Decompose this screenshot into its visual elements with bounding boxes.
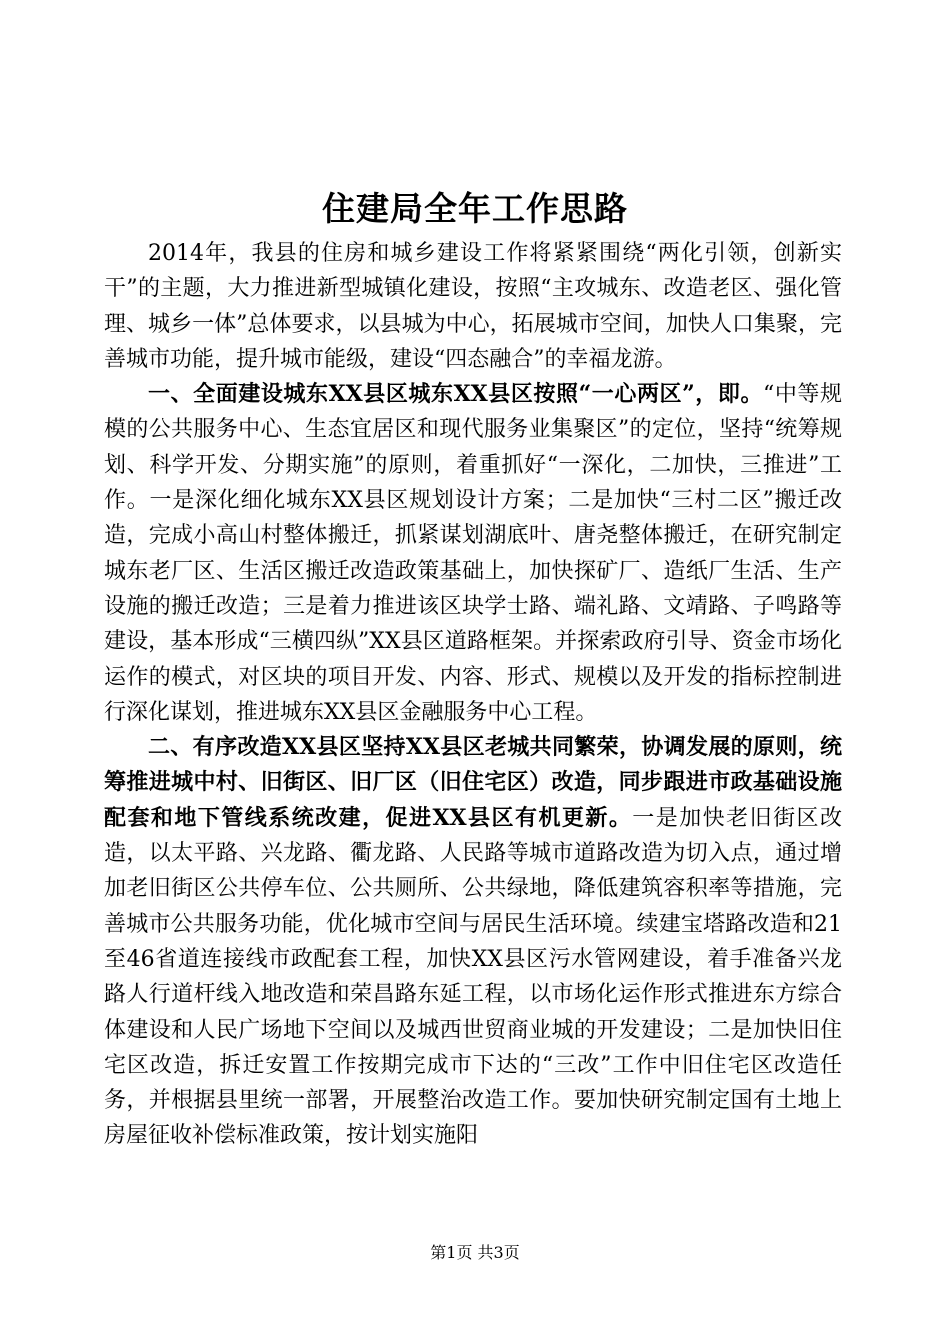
document-body xyxy=(104,236,842,1154)
document-title: 住建局全年工作思路 xyxy=(322,189,628,228)
section-2-heading: 二、有序改造XX县区坚持XX县区老城共同繁荣，协调发展的原则，统筹推进城中村、旧街区、旧厂区（旧住宅区）改造，同步跟进市政基础设施配套和地下管线系统改建，促进XX县区有机更新。 xyxy=(104,734,842,831)
paragraph-intro xyxy=(104,236,842,377)
paragraph-text: 一是加快老旧街区改造，以太平路、兴龙路、衢龙路、人民路等城市道路改造为切入点，通过增加老旧街区公共停车位、公共厕所、公共绿地，降低建筑容积率等措施，完善城市公共服务功能，优化城市空间与居民生活环境。续建宝塔路改造和21至46省道连接线市政配套工程，加快XX县区污水管网建设，着手准备兴龙路人行道杆线入地改造和荣昌路东延工程，以市场化运作形式推进东方综合体建设和人民广场地下空间以及城西世贸商业城的开发建设；二是加快旧住宅区改造，拆迁安置工作按期完成市下达的“三改”工作中旧住宅区改造任务，并根据县里统一部署，开展整治改造工作。要加快研究制定国有土地上房屋征收补偿标准政策，按计划实施阳 xyxy=(104,805,842,1149)
paragraph-text: 2014年，我县的住房和城乡建设工作将紧紧围绕“两化引领，创新实干”的主题，大力推进新型城镇化建设，按照“主攻城东、改造老区、强化管理、城乡一体”总体要求，以县城为中心，拓展城市空间，加快人口集聚，完善城市功能，提升城市能级，建设“四态融合”的幸福龙游。 xyxy=(104,241,842,372)
paragraph-section-1 xyxy=(104,377,842,730)
paragraph-text: “中等规模的公共服务中心、生态宜居区和现代服务业集聚区”的定位，坚持“统筹规划、科学开发、分期实施”的原则，着重抓好“一深化，二加快，三推进”工作。一是深化细化城东XX县区规划设计方案；二是加快“三村二区”搬迁改造，完成小高山村整体搬迁，抓紧谋划湖底叶、唐尧整体搬迁，在研究制定城东老厂区、生活区搬迁改造政策基础上，加快探矿厂、造纸厂生活、生产设施的搬迁改造；三是着力推进该区块学士路、端礼路、文靖路、子鸣路等建设，基本形成“三横四纵”XX县区道路框架。并探索政府引导、资金市场化运作的模式，对区块的项目开发、内容、形式、规模以及开发的指标控制进行深化谋划，推进城东XX县区金融服务中心工程。 xyxy=(104,382,842,725)
page-footer: 第1页 共3页 xyxy=(430,1243,520,1262)
section-1-heading: 一、全面建设城东XX县区城东XX县区按照“一心两区”，即。 xyxy=(148,381,764,408)
paragraph-section-2 xyxy=(104,730,842,1154)
